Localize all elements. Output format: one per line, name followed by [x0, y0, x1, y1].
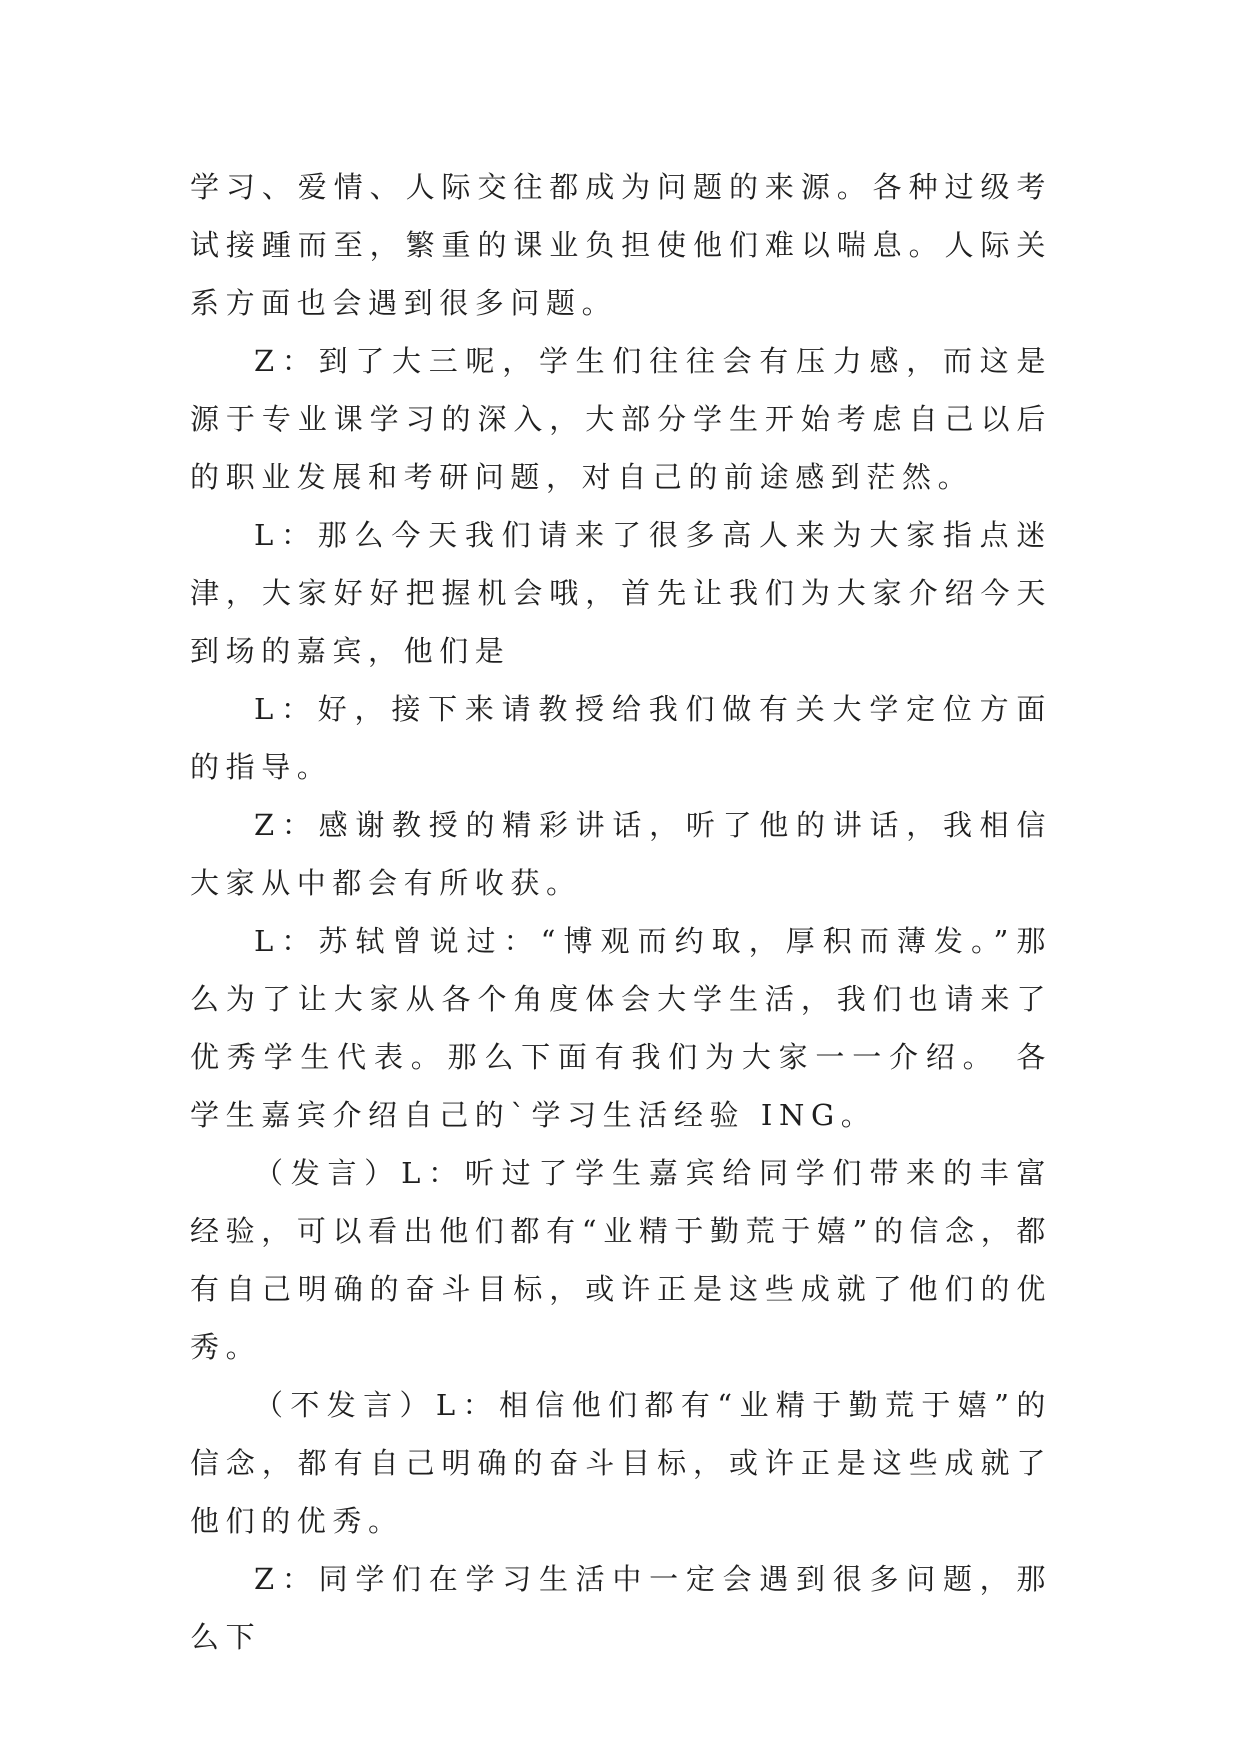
paragraph-l-sushi-quote: L：苏轼曾说过：“博观而约取，厚积而薄发。”那么为了让大家从各个角度体会大学生活，我们也请来了优秀学生代表。那么下面有我们为大家一一介绍。 各学生嘉宾介绍自己的`学习生活经验 ING。: [190, 924, 1052, 1132]
paragraph-l-professor: L：好，接下来请教授给我们做有关大学定位方面的指导。: [190, 692, 1052, 784]
paragraph-l-no-speech: （不发言）L：相信他们都有“业精于勤荒于嬉”的信念，都有自己明确的奋斗目标，或许正是这些成就了他们的优秀。: [190, 1388, 1052, 1538]
paragraph-l-speech: （发言）L：听过了学生嘉宾给同学们带来的丰富经验，可以看出他们都有“业精于勤荒于嬉”的信念，都有自己明确的奋斗目标，或许正是这些成就了他们的优秀。: [190, 1156, 1052, 1364]
paragraph-intro: 学习、爱情、人际交往都成为问题的来源。各种过级考试接踵而至，繁重的课业负担使他们难以喘息。人际关系方面也会遇到很多问题。: [190, 170, 1052, 320]
paragraph-z-thanks: Z：感谢教授的精彩讲话，听了他的讲话，我相信大家从中都会有所收获。: [190, 808, 1052, 900]
document-body: [190, 158, 1052, 1666]
paragraph-z-questions: Z：同学们在学习生活中一定会遇到很多问题，那么下: [190, 1562, 1052, 1654]
paragraph-l-guests-intro: L：那么今天我们请来了很多高人来为大家指点迷津，大家好好把握机会哦，首先让我们为大家介绍今天到场的嘉宾，他们是: [190, 518, 1052, 668]
paragraph-z-junior-year: Z：到了大三呢，学生们往往会有压力感，而这是源于专业课学习的深入，大部分学生开始考虑自己以后的职业发展和考研问题，对自己的前途感到茫然。: [190, 344, 1052, 494]
